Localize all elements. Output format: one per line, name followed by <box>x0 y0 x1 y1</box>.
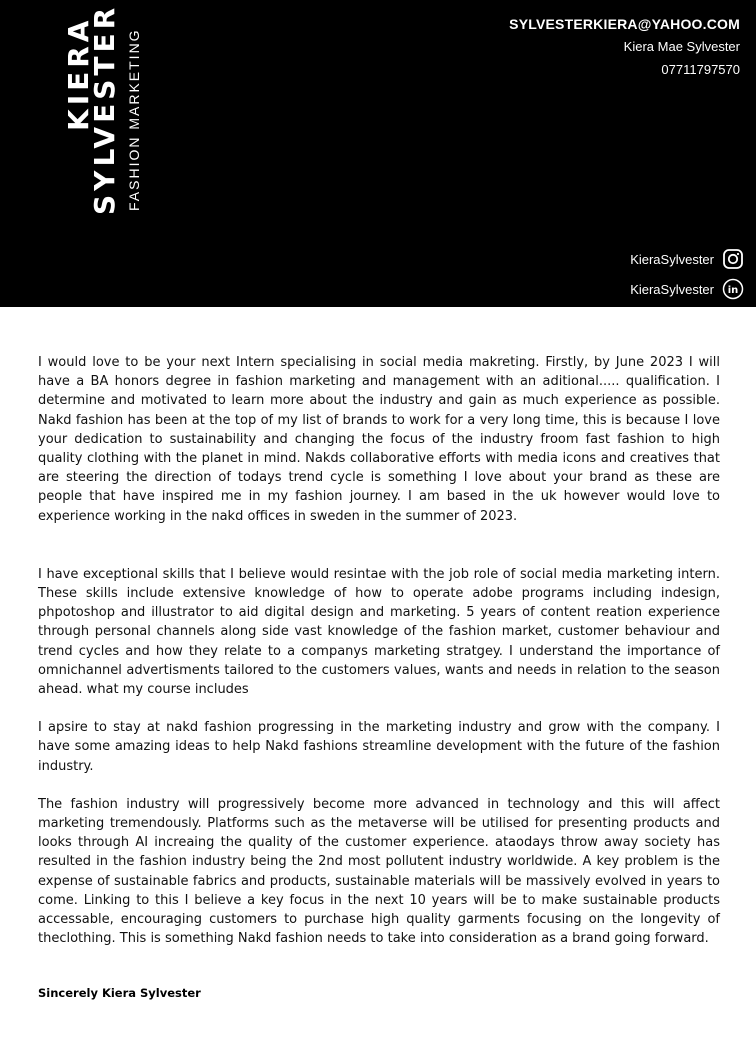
paragraph-industry-outlook: The fashion industry will progressively become more advanced in technology and this will affect marketing tremendously. Platforms such as the metaverse will be utilised for presenting products and looks through AI increaing the quality of the customer experience. ataodays throw away society has resulted in the fashion industry being the 2nd most pollutent industry worldwide. A key problem is the expense of sustainable fabrics and products, sustainable materials will be massively evolved in years to come. Linking to this I believe a key focus in the next 10 years will be to make sustainable products accessable, encouraging customers to purchase high quality garments focusing on the longevity of theclothing. This is something Nakd fashion needs to take into consideration as a brand going forward. <box>38 796 720 947</box>
header-banner <box>0 0 756 307</box>
phone-number[interactable]: 07711797570 <box>661 62 740 77</box>
paragraph-skills: I have exceptional skills that I believe would resintae with the job role of social media marketing intern. These skills include extensive knowledge of how to operate adobe programs including indesign, phpotoshop and illustrator to aid digital design and marketing. 5 years of content reation experience through personal channels along side vast knowledge of the fashion market, customer behaviour and trend cycles and how they relate to a companys marketing stratgey. I understand the importance of omnichannel advertisments tailored to the customers values, wants and needs in relation to the season ahead. what my course includes <box>38 566 720 698</box>
email-link[interactable]: SYLVESTERKIERA@YAHOO.COM <box>509 16 740 32</box>
contact-block <box>509 16 740 85</box>
social-links <box>630 247 744 307</box>
instagram-icon[interactable] <box>722 248 744 270</box>
full-name: Kiera Mae Sylvester <box>623 39 740 54</box>
paragraph-aspirations: I apsire to stay at nakd fashion progressing in the marketing industry and grow with the company. I have some amazing ideas to help Nakd fashions streamline development with the future of the fashion industry. <box>38 720 720 774</box>
signoff: Sincerely Kiera Sylvester <box>38 986 201 1000</box>
linkedin-handle: KieraSylvester <box>630 281 714 297</box>
instagram-link[interactable] <box>630 247 744 271</box>
linkedin-icon[interactable] <box>722 278 744 300</box>
job-subtitle: FASHION MARKETING <box>126 28 142 211</box>
paragraph-intro: I would love to be your next Intern specialising in social media makreting. Firstly, by June 2023 I will have a BA honors degree in fashion marketing and management with an aditional..... qualification. I determine and motivated to learn more about the industry and gain as much experience as possible. Nakd fashion has been at the top of my list of brands to work for a very long time, this is because I love your dedication to sustainability and changing the focus of the industry froom fast fashion to high quality clothing with the planet in mind. Nakds collaborative efforts with media icons and creatives that are steering the direction of todays trend cycle is something I love about your brand as these are people that have inspired me in my fashion journey. I am based in the uk however would love to experience working in the nakd offices in sweden in the summer of 2023. <box>38 355 720 524</box>
svg-text:in: in <box>727 285 739 296</box>
linkedin-link[interactable] <box>630 277 744 301</box>
first-name: KIERA <box>62 16 95 131</box>
last-name: SYLVESTER <box>88 3 121 215</box>
instagram-handle: KieraSylvester <box>630 251 714 267</box>
letter-body <box>38 353 720 948</box>
